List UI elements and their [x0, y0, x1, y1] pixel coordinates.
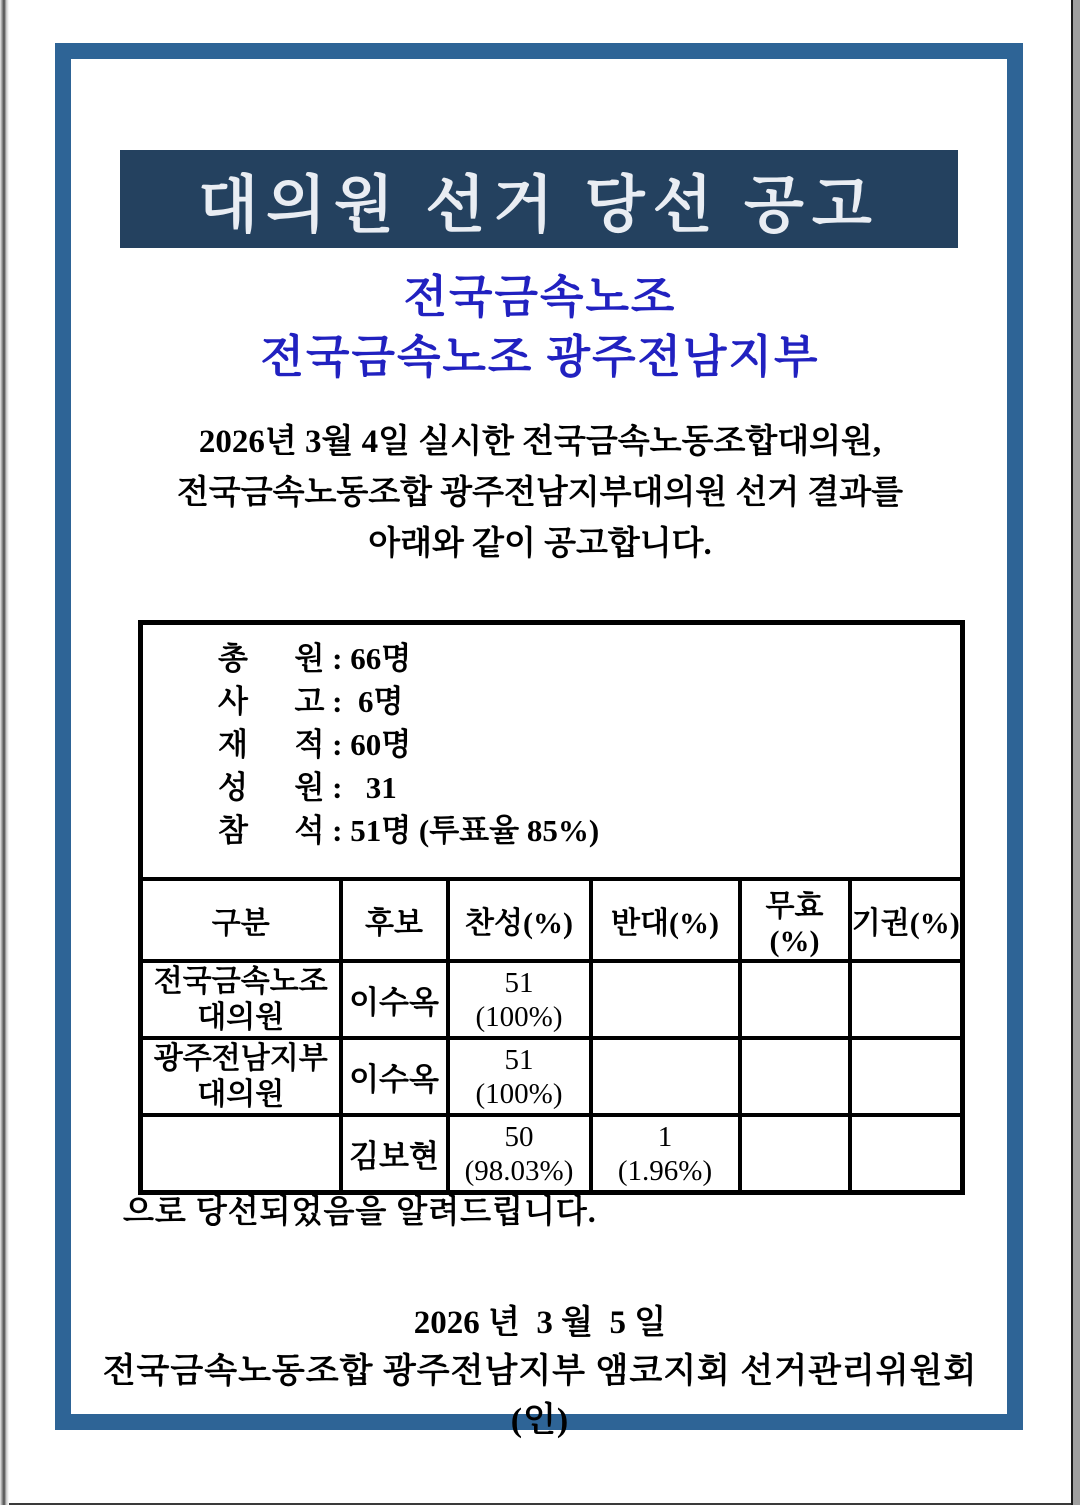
page-edge-left [0, 0, 9, 1505]
election-results-table [138, 620, 965, 1195]
col-header-candidate: 후보 [341, 879, 448, 961]
org-name-primary: 전국금속노조 [403, 272, 677, 322]
approve-percent: (98.03%) [464, 1154, 574, 1187]
cell-candidate: 이수옥 [341, 961, 448, 1038]
col-header-category: 구분 [141, 879, 341, 961]
cell-category [141, 1115, 341, 1193]
attendance-stats-row [141, 623, 963, 880]
notice-title-banner [120, 150, 958, 248]
cell-candidate: 이수옥 [341, 1038, 448, 1115]
col-header-abstain: 기권(%) [850, 879, 963, 961]
category-line-2: 대의원 [197, 1000, 285, 1034]
cell-candidate: 김보현 [341, 1115, 448, 1193]
approve-percent: (100%) [475, 1077, 563, 1110]
cell-abstain [850, 961, 963, 1038]
cell-category [141, 1038, 341, 1115]
col-header-approve: 찬성(%) [448, 879, 591, 961]
category-line-1: 전국금속노조 [153, 964, 328, 998]
category-line-1: 광주전남지부 [153, 1041, 328, 1075]
announcement-line-1: 2026년 3월 4일 실시한 전국금속노동조합대의원, [198, 424, 882, 460]
col-header-oppose: 반대(%) [591, 879, 740, 961]
stat-total-members: 총 원 : 66명 [218, 641, 412, 676]
table-header-row [141, 879, 963, 961]
oppose-count: 1 [657, 1120, 673, 1153]
org-name-branch: 전국금속노조 광주전남지부 [260, 332, 820, 382]
cell-category [141, 961, 341, 1038]
signature-line: 전국금속노동조합 광주전남지부 앰코지회 선거관리위원회 (인) [102, 1353, 978, 1439]
cell-oppose [591, 1115, 740, 1193]
announcement-line-2: 전국금속노동조합 광주전남지부대의원 선거 결과를 [176, 475, 904, 511]
cell-invalid [740, 1115, 850, 1193]
table-row [141, 961, 963, 1038]
table-row [141, 1038, 963, 1115]
approve-count: 51 [504, 966, 534, 999]
attendance-stats-box [141, 623, 963, 880]
stat-absent: 사 고 : 6명 [218, 684, 404, 719]
issue-date: 2026 년 3 월 5 일 [413, 1305, 667, 1341]
page-edge-right [1071, 0, 1080, 1505]
stat-attended: 참 석 : 51명 (투표율 85%) [218, 813, 600, 848]
cell-approve [448, 1038, 591, 1115]
oppose-percent: (1.96%) [617, 1154, 713, 1187]
table-row [141, 1115, 963, 1193]
approve-count: 51 [504, 1043, 534, 1076]
stat-quorum: 성 원 : 31 [218, 770, 397, 805]
cell-oppose [591, 1038, 740, 1115]
cell-oppose [591, 961, 740, 1038]
closing-statement: 으로 당선되었음을 알려드립니다. [123, 1193, 597, 1229]
announcement-line-3: 아래와 같이 공고합니다. [368, 526, 712, 562]
cell-invalid [740, 1038, 850, 1115]
announcement-paragraph [70, 417, 1010, 570]
col-header-invalid: 무효(%) [740, 879, 850, 961]
cell-approve [448, 1115, 591, 1193]
cell-approve [448, 961, 591, 1038]
cell-invalid [740, 961, 850, 1038]
stat-enrolled: 재 적 : 60명 [218, 727, 412, 762]
approve-count: 50 [504, 1120, 534, 1153]
approve-percent: (100%) [475, 1000, 563, 1033]
category-line-2: 대의원 [197, 1077, 285, 1111]
cell-abstain [850, 1038, 963, 1115]
cell-abstain [850, 1115, 963, 1193]
notice-title: 대의원 선거 당선 공고 [198, 171, 880, 240]
